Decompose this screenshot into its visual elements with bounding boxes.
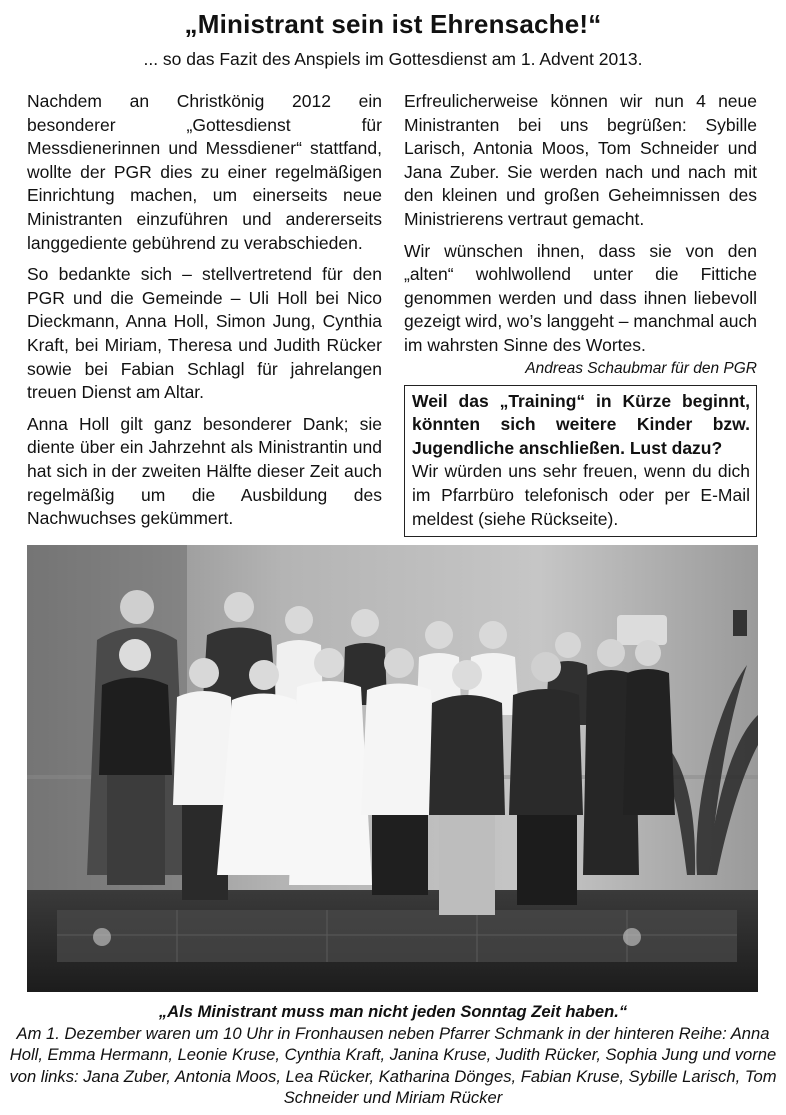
article-subtitle: ... so das Fazit des Anspiels im Gottesdienst am 1. Advent 2013.	[143, 49, 643, 69]
paragraph-intro: Nachdem an Christkönig 2012 ein besonderer „Gottesdienst für Messdienerinnen und Messdiener“ stattfand, wollte der PGR dies zu einer regelmäßigen Einrichtung machen, um einerseits neue Ministranten einzuführen und andererseits langgediente gebührend zu verabschieden.	[27, 91, 382, 253]
caption-title: „Als Ministrant muss man nicht jeden Sonntag Zeit haben.“	[158, 1002, 628, 1021]
recruitment-body: Wir würden uns sehr freuen, wenn du dich im Pfarrbüro telefonisch oder per E-Mail meldest (siehe Rückseite).	[412, 461, 750, 529]
photo-caption	[0, 1001, 786, 1109]
group-photo	[27, 545, 758, 992]
paragraph-new-ministrants: Erfreulicherweise können wir nun 4 neue Ministranten bei uns begrüßen: Sybille Larisch, Antonia Moos, Tom Schneider und Jana Zuber. Sie werden nach und nach mit den kleinen und großen Geheimnissen des Ministrierens vertraut gemacht.	[404, 91, 757, 229]
article-title: „Ministrant sein ist Ehrensache!“	[184, 9, 602, 39]
paragraph-thanks: So bedankte sich – stellvertretend für den PGR und die Gemeinde – Uli Holl bei Nico Dieckmann, Anna Holl, Simon Jung, Cynthia Kraft, bei Miriam, Theresa und Judith Rücker sowie bei Fabian Schlagl für jahrelangen treuen Dienst am Altar.	[27, 264, 382, 403]
author-signature: Andreas Schaubmar für den PGR	[525, 359, 757, 377]
paragraph-anna-holl: Anna Holl gilt ganz besonderer Dank; sie diente über ein Jahrzehnt als Ministrantin und hat sich in der zweiten Hälfte dieser Zeit auch regelmäßig um die Ausbildung des Nachwuchses gekümmert.	[27, 413, 382, 529]
right-column	[404, 90, 757, 537]
caption-text: Am 1. Dezember waren um 10 Uhr in Fronhausen neben Pfarrer Schmank in der hinteren Reihe: Anna Holl, Emma Hermann, Leonie Kruse, Cynthia Kraft, Janina Kruse, Judith Rücker, Sophia Jung und vorne von links: Jana Zuber, Antonia Moos, Lea Rücker, Katharina Dönges, Fabian Kruse, Sybille Larisch, Tom Schneider und Miriam Rücker	[9, 1023, 777, 1107]
paragraph-wishes: Wir wünschen ihnen, dass sie von den „alten“ wohlwollend unter die Fittiche genommen werden und dass ihnen liebevoll gezeigt wird, wo’s langgeht – manchmal auch im wahrsten Sinne des Wortes.	[404, 240, 757, 355]
recruitment-headline: Weil das „Training“ in Kürze beginnt, könnten sich weitere Kinder bzw. Jugendliche anschließen. Lust dazu?	[412, 390, 750, 458]
group-photo-illustration	[27, 545, 758, 992]
left-column	[27, 90, 382, 539]
recruitment-box	[404, 385, 757, 538]
